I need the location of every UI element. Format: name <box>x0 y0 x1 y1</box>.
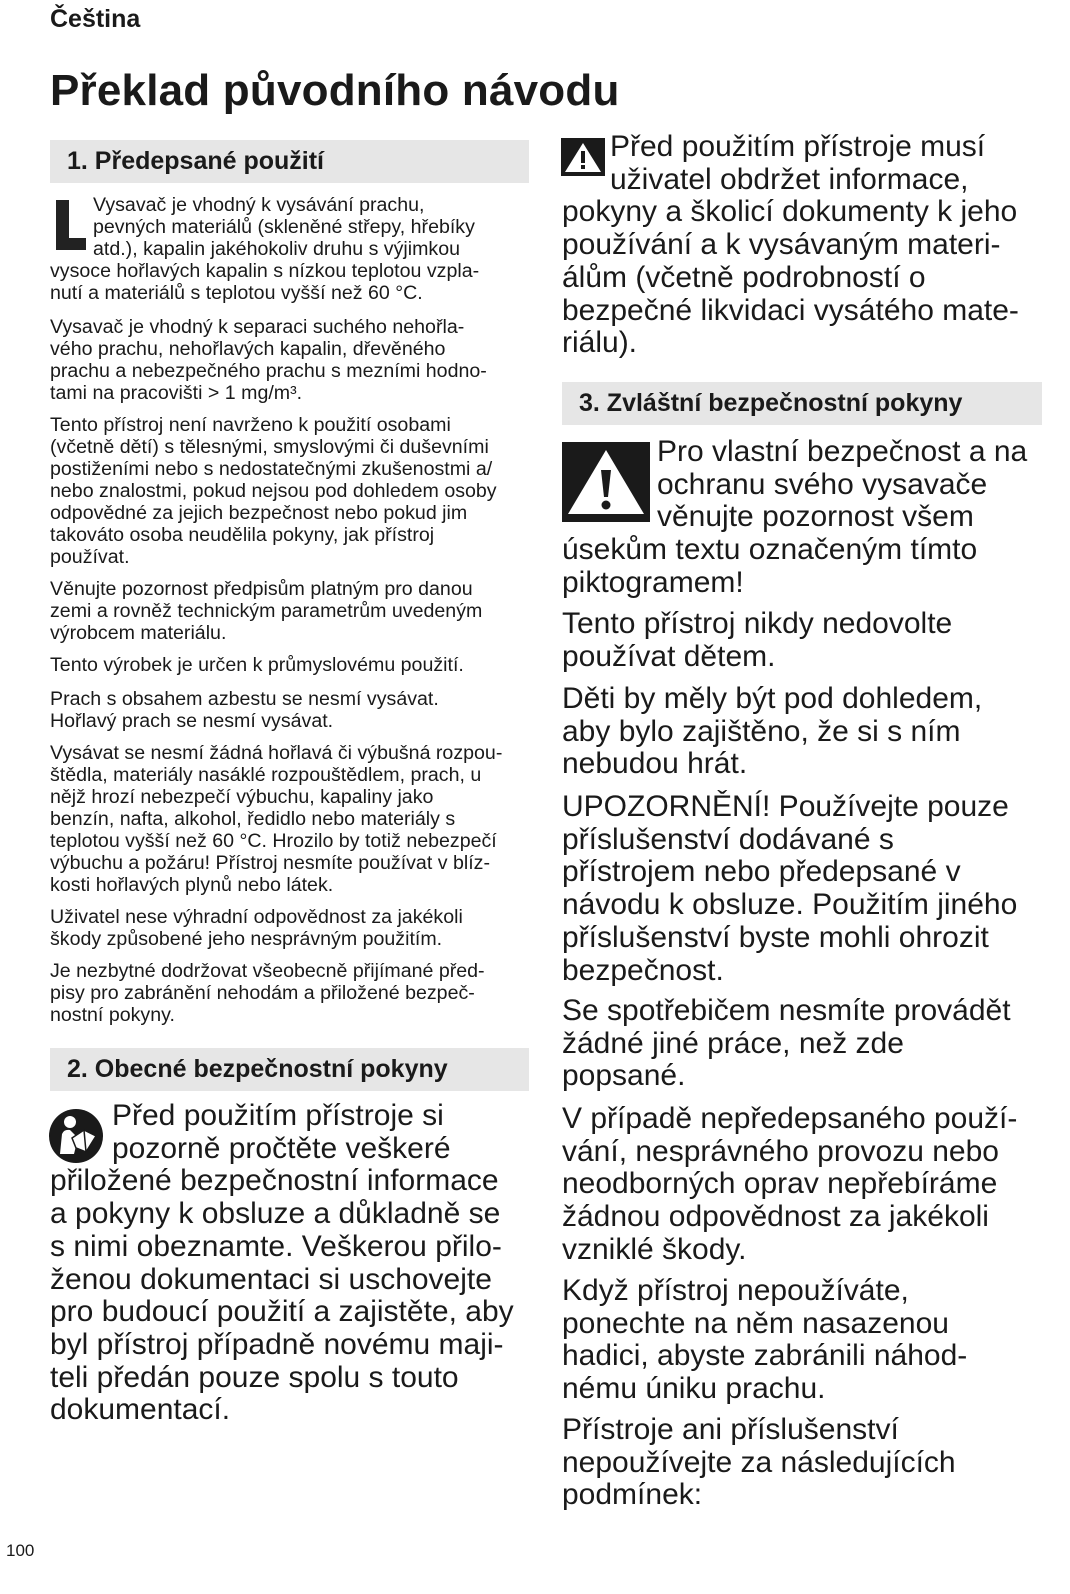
text-line: Je nezbytné dodržovat všeobecně přijímané před- <box>50 960 485 982</box>
text-line: benzín, nafta, alkohol, ředidlo nebo materiály s <box>50 808 456 830</box>
text-line: prachu a nebezpečného prachu s mezními hodno- <box>50 360 487 382</box>
text-line: pro budoucí použití a zajistěte, aby <box>50 1295 514 1329</box>
text-line: atd.), kapalin jakéhokoliv druhu s výjimkou <box>93 238 461 260</box>
text-line: takováto osoba neudělila pokyny, jak přístroj <box>50 524 435 546</box>
text-line: bezpečné likvidaci vysátého mate- <box>562 293 1019 327</box>
text-line: pisy pro zabránění nehodám a přiložené bezpeč- <box>50 982 475 1004</box>
text-line: přístrojem nebo předepsané v <box>562 855 961 889</box>
text-line: návodu k obsluze. Použitím jiného <box>562 888 1018 922</box>
text-line: Se spotřebičem nesmíte provádět <box>562 994 1011 1027</box>
text-line: Tento přístroj není navrženo k použití osobami <box>50 414 451 436</box>
text-line: uživatel obdržet informace, <box>610 162 969 196</box>
text-line: Věnujte pozornost předpisům platným pro danou <box>50 578 473 600</box>
text-line: hadici, abyste zabránili náhod- <box>562 1339 968 1373</box>
text-line: Prach s obsahem azbestu se nesmí vysávat. <box>50 688 439 710</box>
text-line: kosti hořlavých plynů nebo látek. <box>50 874 334 896</box>
text-line: žádné jiné práce, než zde <box>562 1026 904 1060</box>
text-line: teli předán pouze spolu s touto <box>50 1360 459 1394</box>
text-line: příslušenství byste mohli ohrozit <box>562 920 989 954</box>
right-paragraph <box>562 1103 1062 1267</box>
text-line: příslušenství dodávané s <box>562 822 894 856</box>
text-line: Přístroje ani příslušenství <box>562 1413 899 1446</box>
text-line: žádnou odpovědnost za jakékoli <box>562 1200 989 1234</box>
text-line: vého prachu, nehořlavých kapalin, dřevěného <box>50 338 446 360</box>
text-line: a pokyny k obsluze a důkladně se <box>50 1197 501 1231</box>
page-title: Překlad původního návodu <box>50 66 620 115</box>
text-line: Děti by měly být pod dohledem, <box>562 682 983 715</box>
text-line: používat dětem. <box>562 639 776 673</box>
text-line: popsané. <box>562 1059 686 1093</box>
text-line: vzniklé škody. <box>562 1232 747 1266</box>
left-paragraph <box>50 194 550 304</box>
text-line: Pro vlastní bezpečnost a na <box>657 435 1028 468</box>
text-line: vání, nesprávného provozu nebo <box>562 1134 999 1168</box>
text-line: nebudou hrát. <box>562 747 748 781</box>
text-line: ženou dokumentaci si uschovejte <box>50 1262 492 1296</box>
text-line: postiženími nebo s nedostatečnými zkušenostmi a/ <box>50 458 493 480</box>
text-line: (včetně dětí) s tělesnými, smyslovými či duševními <box>50 436 489 458</box>
text-line: teplotou vyšší než 60 °C. Hrozilo by totiž nebezpečí <box>50 830 497 852</box>
text-line: vysoce hořlavých kapalin s nízkou teplotou vzpla- <box>50 260 480 282</box>
text-line: používat. <box>50 546 130 568</box>
text-line: škody způsobené jeho nesprávným použitím. <box>50 928 443 950</box>
left-paragraph <box>50 742 550 896</box>
text-line: štědla, materiály nasáklé rozpouštědlem, prach, u <box>50 764 482 786</box>
text-line: úsekům textu označeným tímto <box>562 533 978 567</box>
text-line: Před použitím přístroje si <box>112 1099 444 1132</box>
text-line: nutí a materiálů s teplotou vyšší než 60 °C. <box>50 282 423 304</box>
left-paragraph <box>50 414 550 568</box>
left-paragraph <box>50 578 550 644</box>
text-line: pokyny a školicí dokumenty k jeho <box>562 195 1018 229</box>
text-line: Tento přístroj nikdy nedovolte <box>562 607 953 640</box>
section-heading-2: 2. Obecné bezpečnostní pokyny <box>50 1048 529 1091</box>
right-paragraph <box>562 791 1062 987</box>
text-line: neodborných oprav nepřebíráme <box>562 1167 998 1201</box>
text-line: Když přístroj nepoužíváte, <box>562 1274 909 1307</box>
right-paragraph <box>562 1275 1062 1406</box>
text-line: zemi a rovněž technickým parametrům uvedeným <box>50 600 483 622</box>
text-line: výrobcem materiálu. <box>50 622 227 644</box>
text-line: nebo znalostmi, pokud nejsou pod dohledem osoby <box>50 480 497 502</box>
text-line: Před použitím přístroje musí <box>610 130 986 163</box>
text-line: tami na pracovišti > 1 mg/m³. <box>50 382 303 404</box>
text-line: přiložené bezpečnostní informace <box>50 1164 499 1198</box>
left-paragraph <box>50 960 550 1026</box>
text-line: UPOZORNĚNÍ! Používejte pouze <box>562 790 1009 823</box>
right-paragraph <box>562 608 1062 673</box>
text-line: Tento výrobek je určen k průmyslovému použití. <box>50 654 464 676</box>
text-line: Uživatel nese výhradní odpovědnost za jakékoli <box>50 906 463 928</box>
text-line: bezpečnost. <box>562 953 724 987</box>
left-paragraph <box>50 654 550 676</box>
left-paragraph <box>50 688 550 732</box>
text-line: nějž hrozí nebezpečí výbuchu, kapaliny jako <box>50 786 434 808</box>
text-line: Vysávat se nesmí žádná hořlavá či výbušná rozpou- <box>50 742 503 764</box>
left-paragraph <box>50 1100 550 1427</box>
text-line: nému úniku prachu. <box>562 1372 826 1406</box>
text-line: výbuchu a požáru! Přístroj nesmíte používat v blíz- <box>50 852 490 874</box>
right-paragraph <box>562 436 1062 600</box>
section-heading-3: 3. Zvláštní bezpečnostní pokyny <box>562 382 1042 425</box>
left-paragraph <box>50 906 550 950</box>
page-number: 100 <box>6 1541 35 1560</box>
text-line: nepoužívejte za následujících <box>562 1445 956 1479</box>
text-line: pozorně pročtěte veškeré <box>112 1131 451 1165</box>
right-paragraph <box>562 683 1062 781</box>
text-line: aby bylo zajištěno, že si s ním <box>562 714 961 748</box>
text-line: věnujte pozornost všem <box>657 500 974 534</box>
right-paragraph <box>562 995 1062 1093</box>
right-paragraph <box>562 1414 1062 1512</box>
language-label: Čeština <box>50 5 141 33</box>
left-paragraph <box>50 316 550 404</box>
text-line: nostní pokyny. <box>50 1004 175 1026</box>
text-line: pevných materiálů (skleněné střepy, hřebíky <box>93 216 475 238</box>
text-line: ochranu svého vysavače <box>657 467 988 501</box>
text-line: piktogramem! <box>562 565 744 599</box>
text-line: byl přístroj případně novému maji- <box>50 1327 504 1361</box>
text-line: ponechte na něm nasazenou <box>562 1306 949 1340</box>
text-line: riálu). <box>562 326 638 360</box>
text-line: podmínek: <box>562 1478 703 1512</box>
text-line: dokumentací. <box>50 1393 231 1427</box>
text-line: s nimi obeznamte. Veškerou přilo- <box>50 1229 502 1263</box>
text-line: Hořlavý prach se nesmí vysávat. <box>50 710 334 732</box>
text-line: odpovědné za jejich bezpečnost nebo pokud jim <box>50 502 468 524</box>
text-line: Vysavač je vhodný k vysávání prachu, <box>93 194 425 216</box>
text-line: V případě nepředepsaného použí- <box>562 1102 1018 1135</box>
text-line: álům (včetně podrobností o <box>562 260 926 294</box>
text-line: Vysavač je vhodný k separaci suchého nehořla- <box>50 316 465 338</box>
right-paragraph <box>562 131 1062 360</box>
text-line: používání a k vysávaným materi- <box>562 228 1001 262</box>
section-heading-1: 1. Předepsané použití <box>50 140 529 183</box>
